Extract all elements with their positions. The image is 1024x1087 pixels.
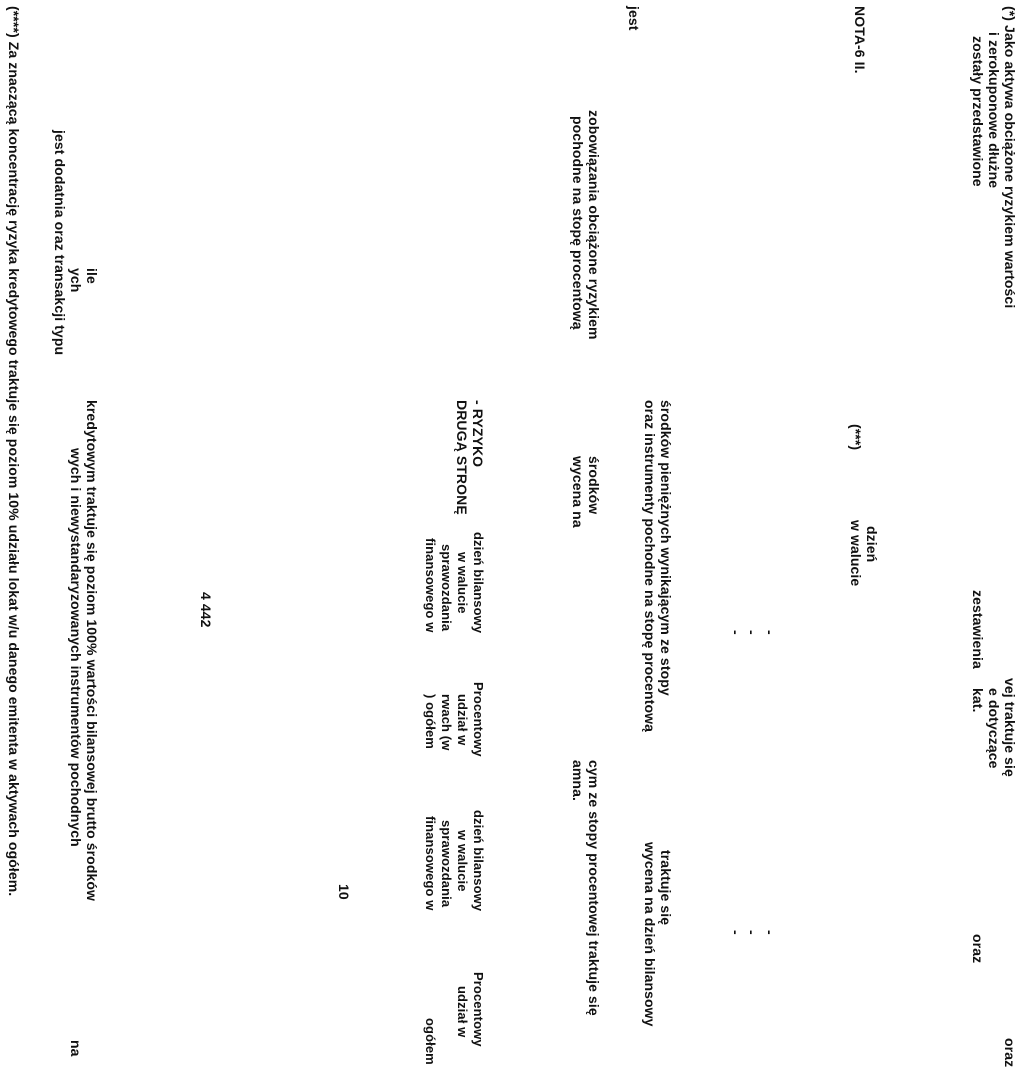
footnote-1-line-1: (*) Jako aktywa obciążone ryzykiem wartości bbox=[1002, 6, 1018, 309]
nota-dash-3: - bbox=[728, 630, 744, 635]
table-left-head-4: finansowego w bbox=[423, 538, 438, 633]
table-right-head-4: finansowego w bbox=[423, 816, 438, 911]
liabilities-line-1: zobowiązania obciążone ryzykiem bbox=[586, 110, 602, 340]
table-right-pct-1: Procentowy bbox=[471, 972, 486, 1047]
nota-dash-1: - bbox=[762, 630, 778, 635]
liabilities-line-2: pochodne na stopę procentową bbox=[570, 116, 586, 330]
footnote-1-oraz-b: oraz bbox=[1002, 1038, 1018, 1068]
footnote-4-text: (****) Za znaczącą koncentrację ryzyka kredytowego traktuje się poziom 10% udziału lokat w/u danego emitenta w aktywach ogółem. bbox=[6, 6, 22, 897]
nota-body-2: oraz instrumenty pochodne na stopę procentową bbox=[642, 400, 658, 732]
table-pct-head-3: rwach (w bbox=[439, 694, 454, 751]
footnote-1-right-3b: kat. bbox=[970, 688, 986, 713]
footnote-1-oraz-a: oraz bbox=[970, 934, 986, 964]
footnote-1-right-1: vej traktuje się bbox=[1002, 678, 1018, 777]
nota-jest: jest bbox=[626, 6, 642, 31]
table-pct-head-1: Procentowy bbox=[471, 682, 486, 757]
liabilities-col-2b: amna. bbox=[570, 760, 586, 801]
nota-body-1: środków pieniężnych wynikającym ze stopy bbox=[658, 400, 674, 696]
nota-col-a1: dzień bbox=[864, 526, 880, 563]
nota-dash-6: - bbox=[728, 930, 744, 935]
risk-label-1: - RYZYKO bbox=[470, 400, 486, 468]
table-pct-head-2: udział w bbox=[455, 694, 470, 746]
table-right-head-3: sprawozdania bbox=[439, 820, 454, 908]
table-right-pct-2: udział w bbox=[455, 986, 470, 1038]
table-right-head-1: dzień bilansowy bbox=[471, 810, 486, 912]
credit-fragment-1: ile bbox=[84, 268, 100, 284]
table-left-head-1: dzień bilansowy bbox=[471, 532, 486, 634]
liabilities-col-2a: cym ze stopy procentowej traktuje się bbox=[586, 760, 602, 1016]
credit-na: na bbox=[68, 1040, 84, 1057]
footnote-1-right-3a: zestawienia bbox=[970, 590, 986, 669]
nota-dash-2: - bbox=[744, 630, 760, 635]
nota-col-a2: w walucie bbox=[848, 520, 864, 587]
credit-line-3: jest dodatnia oraz transakcji typu bbox=[52, 130, 68, 356]
credit-line-2: wych i niewystandaryzowanych instrumentów pochodnych bbox=[68, 448, 84, 847]
table-right-head-2: w walucie bbox=[455, 830, 470, 892]
table-left-head-3: sprawozdania bbox=[439, 544, 454, 632]
table-value-left: 4 442 bbox=[198, 592, 214, 628]
table-value-right: 10 bbox=[336, 884, 352, 900]
nota-right-1: traktuje się bbox=[658, 850, 674, 926]
footnote-1-line-3: zostały przedstawione bbox=[970, 36, 986, 187]
table-right-pct-3: ogółem bbox=[423, 1018, 438, 1065]
table-pct-head-4: ) ogółem bbox=[423, 694, 438, 749]
table-left-head-2: w walucie bbox=[455, 552, 470, 614]
nota-heading: NOTA-6 II. bbox=[852, 6, 868, 74]
nota-right-2: wycena na dzień bilansowy bbox=[642, 842, 658, 1027]
risk-label-2: DRUGĄ STRONĘ bbox=[454, 400, 470, 515]
credit-fragment-2: ych bbox=[68, 268, 84, 293]
credit-line-1: kredytowym traktuje się poziom 100% wartości bilansowej brutto środków bbox=[84, 400, 100, 902]
footnote-1-right-2: e dotyczące bbox=[986, 688, 1002, 769]
liabilities-col-1b: wycena na bbox=[570, 456, 586, 528]
footnote-1-line-2: i zerokuponowe dłużne bbox=[986, 32, 1002, 189]
nota-marker: (***) bbox=[848, 424, 864, 451]
nota-dash-4: - bbox=[762, 930, 778, 935]
liabilities-col-1a: środków bbox=[586, 456, 602, 515]
nota-dash-5: - bbox=[744, 930, 760, 935]
